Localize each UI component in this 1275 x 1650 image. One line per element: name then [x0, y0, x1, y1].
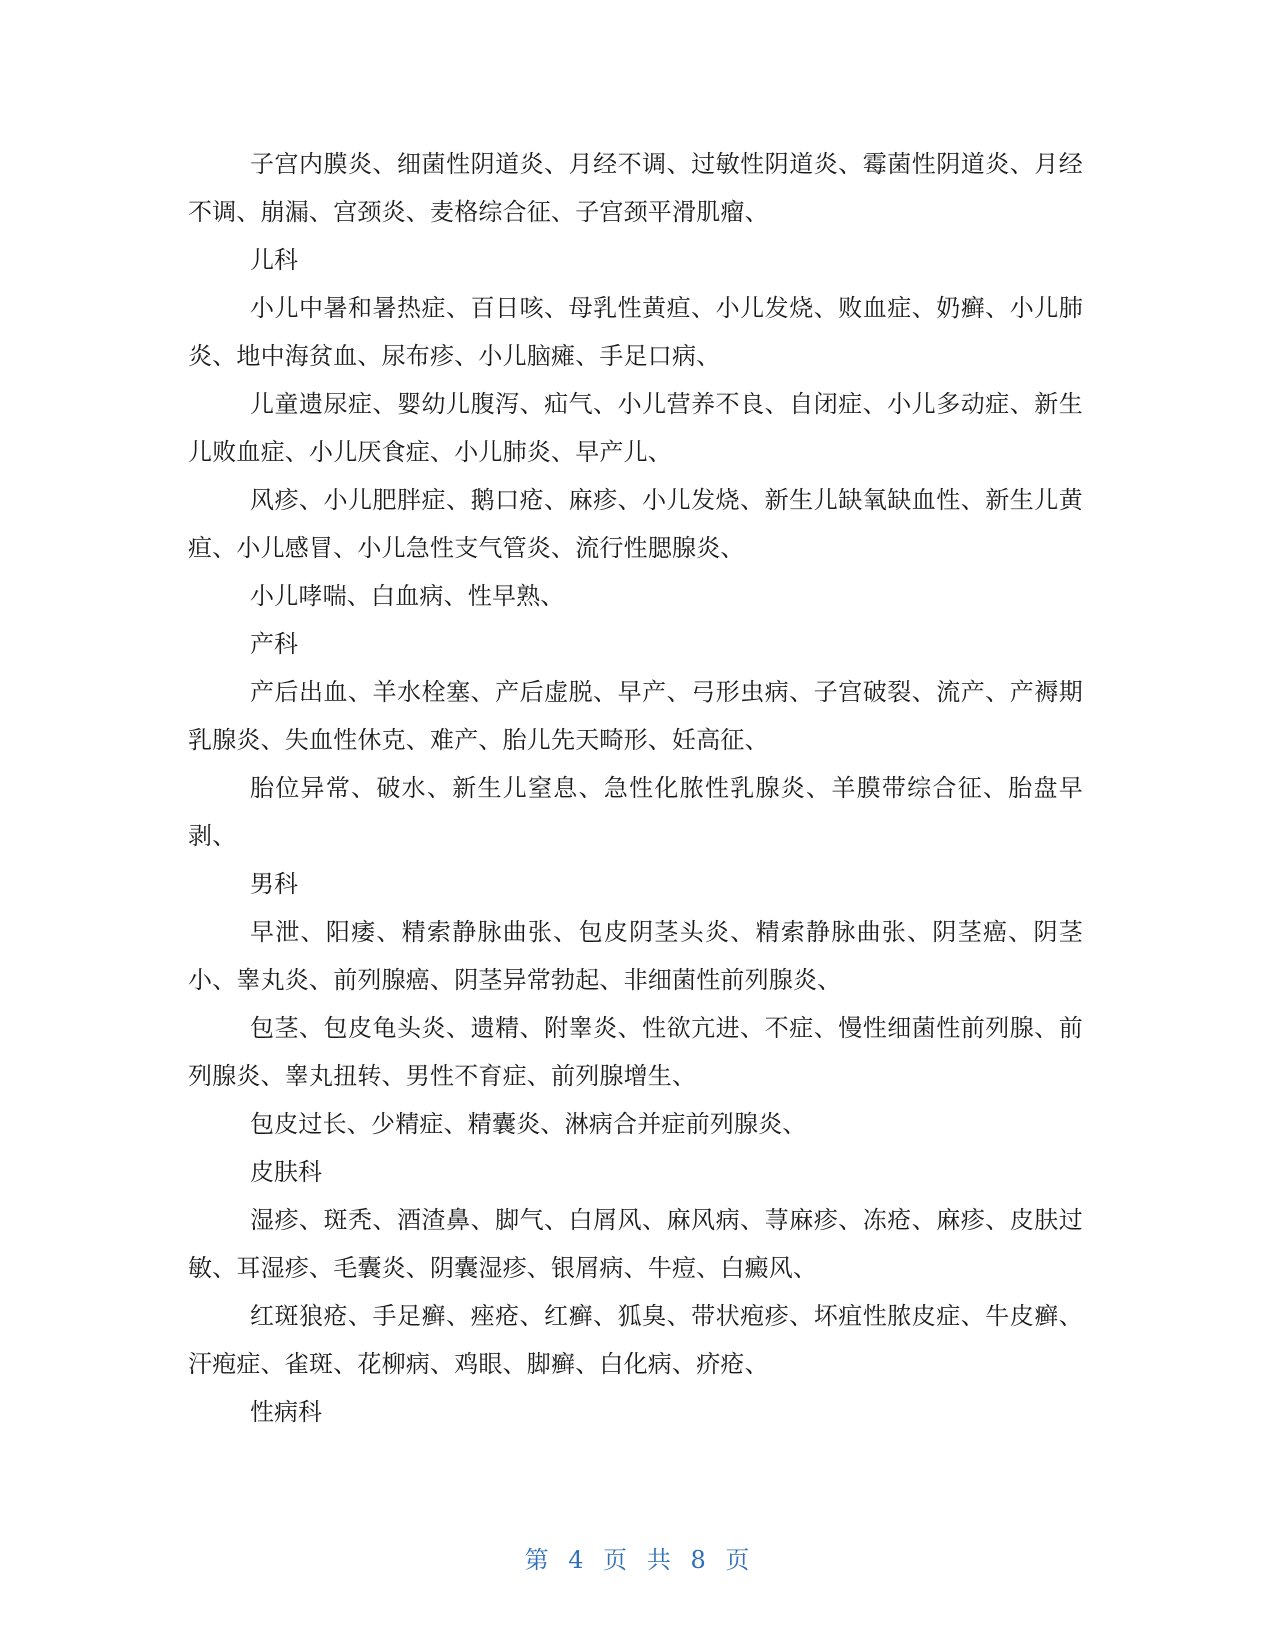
- footer-word-ye: 页: [603, 1546, 629, 1574]
- paragraph-pediatrics-1: 小儿中暑和暑热症、百日咳、母乳性黄疸、小儿发烧、败血症、奶癣、小儿肺炎、地中海贫血、尿布疹、小儿脑瘫、手足口病、: [188, 294, 1083, 370]
- paragraph-dermatology-2: 红斑狼疮、手足癣、痤疮、红癣、狐臭、带状疱疹、坏疽性脓皮症、牛皮癣、汗疱症、雀斑、花柳病、鸡眼、脚癣、白化病、疥疮、: [188, 1302, 1083, 1378]
- footer-word-ye-2: 页: [725, 1546, 751, 1574]
- footer-word-gong: 共: [646, 1546, 672, 1574]
- section-heading-std: 性病科: [250, 1398, 322, 1426]
- paragraph-andrology-3: 包皮过长、少精症、精囊炎、淋病合并症前列腺炎、: [250, 1110, 807, 1138]
- paragraph-andrology-2: 包茎、包皮龟头炎、遗精、附睾炎、性欲亢进、不症、慢性细菌性前列腺、前列腺炎、睾丸扭转、男性不育症、前列腺增生、: [188, 1014, 1083, 1090]
- section-heading-pediatrics: 儿科: [250, 246, 298, 274]
- section-heading-obstetrics: 产科: [250, 630, 298, 658]
- paragraph-pediatrics-3: 风疹、小儿肥胖症、鹅口疮、麻疹、小儿发烧、新生儿缺氧缺血性、新生儿黄疸、小儿感冒、小儿急性支气管炎、流行性腮腺炎、: [188, 486, 1083, 562]
- paragraph-obstetrics-1: 产后出血、羊水栓塞、产后虚脱、早产、弓形虫病、子宫破裂、流产、产褥期乳腺炎、失血性休克、难产、胎儿先天畸形、妊高征、: [188, 678, 1083, 754]
- section-heading-dermatology: 皮肤科: [250, 1158, 322, 1186]
- page-footer: [0, 1540, 1275, 1575]
- footer-total-pages: 8: [690, 1546, 707, 1574]
- footer-page-number: 4: [568, 1546, 585, 1574]
- paragraph-dermatology-1: 湿疹、斑秃、酒渣鼻、脚气、白屑风、麻风病、荨麻疹、冻疮、麻疹、皮肤过敏、耳湿疹、毛囊炎、阴囊湿疹、银屑病、牛痘、白癜风、: [188, 1206, 1083, 1282]
- section-heading-andrology: 男科: [250, 870, 298, 898]
- paragraph-andrology-1: 早泄、阳痿、精索静脉曲张、包皮阴茎头炎、精索静脉曲张、阴茎癌、阴茎小、睾丸炎、前列腺癌、阴茎异常勃起、非细菌性前列腺炎、: [188, 918, 1083, 994]
- paragraph-pediatrics-2: 儿童遗尿症、婴幼儿腹泻、疝气、小儿营养不良、自闭症、小儿多动症、新生儿败血症、小儿厌食症、小儿肺炎、早产儿、: [188, 390, 1083, 466]
- paragraph-obstetrics-2: 胎位异常、破水、新生儿窒息、急性化脓性乳腺炎、羊膜带综合征、胎盘早剥、: [188, 774, 1083, 850]
- paragraph-pediatrics-4: 小儿哮喘、白血病、性早熟、: [250, 582, 565, 610]
- footer-word-di: 第: [524, 1546, 550, 1574]
- document-body: [188, 140, 1083, 1436]
- paragraph-gynecology-list: 子宫内膜炎、细菌性阴道炎、月经不调、过敏性阴道炎、霉菌性阴道炎、月经不调、崩漏、宫颈炎、麦格综合征、子宫颈平滑肌瘤、: [188, 150, 1083, 226]
